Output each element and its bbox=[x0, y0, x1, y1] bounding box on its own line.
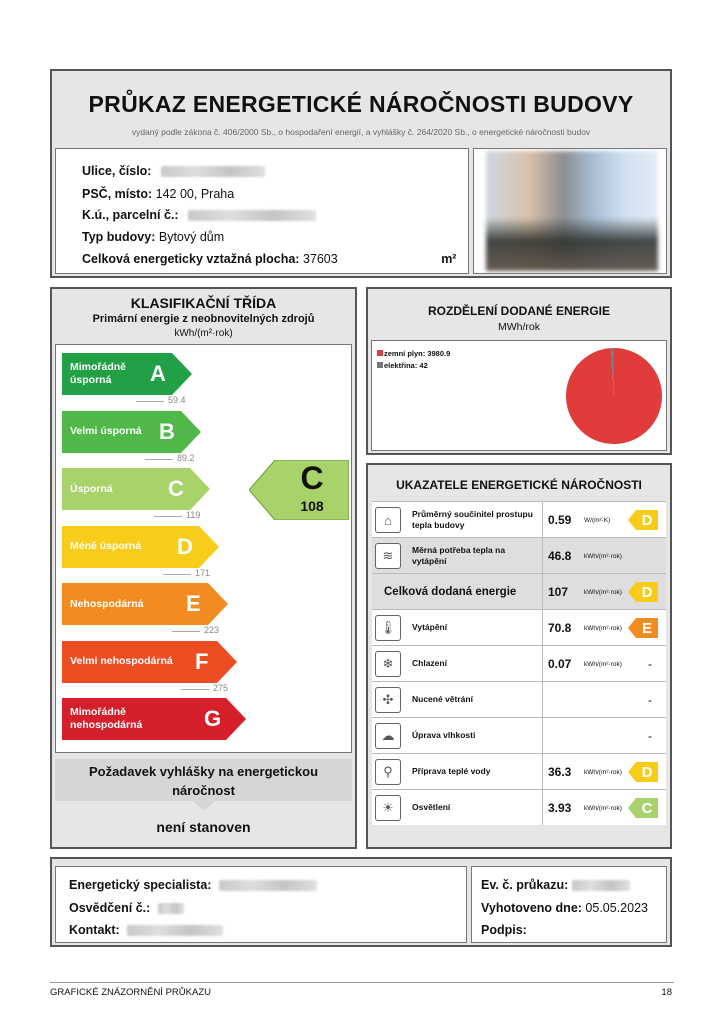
energy-class-a bbox=[62, 353, 192, 395]
indicator-name: Příprava teplé vody bbox=[412, 766, 491, 776]
energy-class-tip bbox=[199, 526, 219, 568]
column-divider bbox=[542, 646, 543, 681]
requirement-value: není stanoven bbox=[156, 819, 251, 835]
indicator-unit: kWh/(m²·rok) bbox=[584, 661, 622, 668]
no-class-dash: - bbox=[648, 693, 652, 707]
legend-item-gas: zemní plyn: 3980.9 bbox=[377, 349, 450, 358]
badge-letter: D bbox=[636, 762, 658, 782]
energy-class-b bbox=[62, 411, 201, 453]
cooling-icon: ❄ bbox=[375, 651, 401, 677]
threshold-value: 171 bbox=[195, 567, 211, 578]
indicator-row bbox=[372, 645, 666, 681]
energy-class-label: Nehospodárná bbox=[70, 597, 144, 610]
indicator-row bbox=[372, 789, 666, 825]
cert-redacted bbox=[158, 903, 184, 914]
fan-icon: ✣ bbox=[375, 687, 401, 713]
threshold-value: 119 bbox=[186, 510, 201, 520]
indicator-row bbox=[372, 753, 666, 789]
indicator-class-badge bbox=[628, 798, 658, 818]
sign-label: Podpis: bbox=[481, 923, 527, 937]
classification-scale bbox=[55, 344, 352, 753]
house-icon: ⌂ bbox=[375, 507, 401, 533]
street-redacted bbox=[161, 166, 265, 177]
column-divider bbox=[542, 718, 543, 753]
ev-label: Ev. č. průkazu: bbox=[481, 878, 569, 892]
document-title: PRŮKAZ ENERGETICKÉ NÁROČNOSTI BUDOVY bbox=[88, 91, 634, 117]
energy-class-label: Mimořádně nehospodárná bbox=[70, 706, 143, 731]
energy-class-letter: C bbox=[168, 476, 184, 501]
column-divider bbox=[542, 502, 543, 537]
threshold-value: 59.4 bbox=[168, 395, 186, 405]
contact-label: Kontakt: bbox=[69, 923, 120, 937]
threshold-line bbox=[154, 516, 182, 517]
current-class-letter: C bbox=[300, 460, 324, 496]
indicator-value: 3.93 bbox=[548, 801, 572, 815]
faucet-icon: ⚲ bbox=[375, 759, 401, 785]
energy-class-c bbox=[62, 468, 210, 510]
cert-label: Osvědčení č.: bbox=[69, 901, 151, 915]
badge-tip bbox=[628, 510, 636, 530]
bulb-icon: ☀ bbox=[375, 795, 401, 821]
threshold-value: 223 bbox=[204, 625, 220, 635]
indicator-value: 0.59 bbox=[548, 513, 572, 527]
specialist-redacted bbox=[219, 880, 317, 891]
energy-class-tip bbox=[190, 468, 210, 510]
document-subtitle: vydaný podle zákona č. 406/2000 Sb., o hospodaření energií, a vyhlášky č. 264/2020 Sb., o energetické náročnosti budov bbox=[131, 127, 591, 137]
date-value: 05.05.2023 bbox=[585, 901, 648, 915]
page-number: 18 bbox=[661, 987, 672, 998]
psc-label: PSČ, místo: bbox=[82, 187, 153, 201]
energy-class-e bbox=[62, 583, 228, 625]
thermometer-icon: 🌡 bbox=[375, 615, 401, 641]
threshold-value: 275 bbox=[213, 682, 229, 693]
energy-class-tip bbox=[217, 641, 237, 683]
current-class-value: 108 bbox=[300, 498, 324, 514]
building-photo bbox=[473, 148, 667, 274]
ev-redacted bbox=[572, 880, 630, 891]
date-label: Vyhotoveno dne: bbox=[481, 901, 582, 915]
badge-letter: E bbox=[636, 618, 658, 638]
area-unit: m² bbox=[441, 252, 457, 266]
type-value: Bytový dům bbox=[158, 230, 225, 244]
specialist-label: Energetický specialista: bbox=[69, 878, 212, 892]
specialist-panel bbox=[55, 866, 467, 943]
energy-class-label: Mimořádně úsporná bbox=[70, 361, 127, 386]
indicator-unit: kWh/(m²·rok) bbox=[584, 769, 622, 776]
classification-subtitle: Primární energie z neobnovitelných zdrojů bbox=[92, 313, 315, 325]
energy-class-letter: B bbox=[159, 418, 175, 444]
badge-letter: D bbox=[636, 510, 658, 530]
indicator-value: 36.3 bbox=[548, 765, 572, 779]
indicator-class-badge bbox=[628, 582, 658, 602]
requirement-pointer-icon bbox=[192, 801, 216, 811]
energy-class-tip bbox=[226, 698, 246, 740]
indicators-box bbox=[366, 463, 672, 849]
contact-redacted bbox=[127, 925, 223, 936]
indicator-value: 46.8 bbox=[548, 549, 572, 563]
indicator-class-badge bbox=[628, 510, 658, 530]
area-label: Celková energeticky vztažná plocha: bbox=[82, 252, 300, 266]
indicator-unit: kWh/(m²·rok) bbox=[584, 589, 622, 596]
threshold-line bbox=[181, 689, 209, 690]
no-class-dash: - bbox=[648, 657, 652, 671]
indicator-unit: kWh/(m²·rok) bbox=[584, 553, 622, 560]
indicator-name: Nucené větrání bbox=[412, 694, 473, 704]
energy-class-label: Velmi nehospodárná bbox=[70, 655, 173, 668]
page-footer-label: GRAFICKÉ ZNÁZORNĚNÍ PRŮKAZU bbox=[50, 987, 211, 998]
ku-redacted bbox=[188, 210, 316, 221]
distribution-chart-panel bbox=[371, 340, 667, 451]
column-divider bbox=[542, 574, 543, 609]
indicator-name: Měrná potřeba tepla na vytápění bbox=[412, 545, 506, 566]
street-label: Ulice, číslo: bbox=[82, 164, 152, 178]
page-footer-rule bbox=[50, 982, 674, 983]
indicator-row bbox=[372, 537, 666, 573]
building-info-panel bbox=[55, 148, 469, 274]
chart-legend bbox=[377, 349, 450, 370]
indicator-name: Osvětlení bbox=[412, 802, 451, 812]
badge-tip bbox=[628, 582, 636, 602]
legend-swatch-gas bbox=[377, 350, 383, 356]
column-divider bbox=[542, 790, 543, 825]
heat-waves-icon: ≋ bbox=[375, 543, 401, 569]
distribution-title: ROZDĚLENÍ DODANÉ ENERGIE bbox=[427, 304, 610, 318]
indicator-row bbox=[372, 501, 666, 537]
badge-tip bbox=[628, 618, 636, 638]
badge-tip bbox=[628, 798, 636, 818]
legend-item-electricity: elektřina: 42 bbox=[377, 361, 450, 370]
pie-chart bbox=[559, 341, 669, 451]
indicator-row bbox=[372, 681, 666, 717]
distribution-unit: MWh/rok bbox=[498, 321, 540, 333]
indicator-class-badge bbox=[628, 618, 658, 638]
classification-unit: kWh/(m²·rok) bbox=[174, 328, 233, 339]
threshold-value: 89.2 bbox=[177, 452, 195, 463]
threshold-line bbox=[163, 574, 191, 575]
column-divider bbox=[542, 754, 543, 789]
no-class-dash: - bbox=[648, 729, 652, 743]
badge-letter: D bbox=[636, 582, 658, 602]
energy-class-g bbox=[62, 698, 246, 740]
badge-letter: C bbox=[636, 798, 658, 818]
requirement-title: Požadavek vyhlášky na energetickou náročnost bbox=[88, 764, 319, 798]
indicator-unit: kWh/(m²·rok) bbox=[584, 625, 622, 632]
badge-tip bbox=[628, 762, 636, 782]
energy-class-label: Velmi úsporná bbox=[70, 425, 142, 438]
energy-class-tip bbox=[181, 411, 201, 453]
energy-class-letter: F bbox=[195, 648, 209, 674]
indicator-name: Chlazení bbox=[412, 658, 447, 668]
indicator-row bbox=[372, 717, 666, 753]
indicators-title: UKAZATELE ENERGETICKÉ NÁROČNOSTI bbox=[396, 478, 642, 492]
indicator-value: 107 bbox=[548, 585, 569, 599]
indicator-name: Vytápění bbox=[412, 622, 448, 632]
type-label: Typ budovy: bbox=[82, 230, 156, 244]
certificate-panel bbox=[471, 866, 667, 943]
legend-swatch-electricity bbox=[377, 362, 383, 368]
indicator-value: 0.07 bbox=[548, 657, 572, 671]
classification-title: KLASIFIKAČNÍ TŘÍDA bbox=[130, 295, 277, 311]
energy-class-letter: E bbox=[186, 591, 201, 616]
column-divider bbox=[542, 610, 543, 645]
energy-class-tip bbox=[208, 583, 228, 625]
indicator-name: Průměrný součinitel prostupu tepla budovy bbox=[412, 509, 533, 530]
energy-class-letter: D bbox=[177, 533, 193, 559]
indicator-unit: kWh/(m²·rok) bbox=[584, 805, 622, 812]
energy-class-letter: G bbox=[204, 706, 222, 731]
psc-value: 142 00, Praha bbox=[155, 187, 235, 201]
threshold-line bbox=[145, 459, 173, 460]
ku-label: K.ú., parcelní č.: bbox=[82, 208, 179, 222]
humidity-cloud-icon: ☁ bbox=[375, 723, 401, 749]
energy-class-label: Úsporná bbox=[70, 482, 113, 495]
column-divider bbox=[542, 682, 543, 717]
indicator-row bbox=[372, 609, 666, 645]
indicator-class-badge bbox=[628, 762, 658, 782]
current-class-pointer bbox=[249, 460, 349, 520]
indicator-value: 70.8 bbox=[548, 621, 572, 635]
threshold-line bbox=[136, 401, 164, 402]
threshold-line bbox=[172, 631, 200, 632]
indicator-name: Úprava vlhkosti bbox=[412, 730, 476, 740]
area-value: 37603 bbox=[302, 252, 338, 266]
energy-class-label: Méně úsporná bbox=[70, 540, 142, 553]
header-box bbox=[50, 69, 672, 278]
indicator-unit: W/(m²·K) bbox=[584, 517, 611, 524]
energy-class-letter: A bbox=[150, 361, 166, 386]
classification-box bbox=[50, 287, 357, 849]
energy-class-f bbox=[62, 641, 237, 683]
indicator-row bbox=[372, 573, 666, 609]
energy-class-d bbox=[62, 526, 219, 568]
distribution-box bbox=[366, 287, 672, 455]
column-divider bbox=[542, 538, 543, 573]
indicator-name: Celková dodaná energie bbox=[384, 586, 517, 598]
footer-box bbox=[50, 857, 672, 947]
energy-class-tip bbox=[172, 353, 192, 395]
requirement-header bbox=[55, 759, 352, 801]
